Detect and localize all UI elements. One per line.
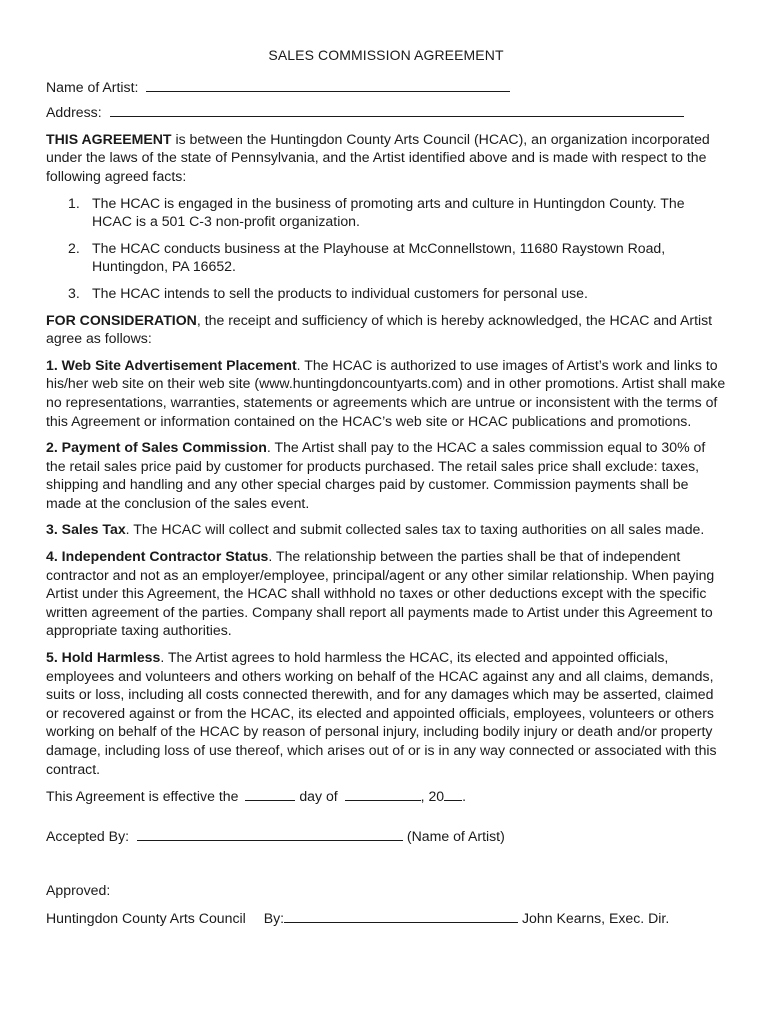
- accepted-signature-blank[interactable]: [137, 826, 403, 841]
- address-blank[interactable]: [110, 102, 684, 117]
- section-heading: 1. Web Site Advertisement Placement: [46, 356, 297, 373]
- accepted-label: Accepted By:: [46, 827, 130, 844]
- artist-name-blank[interactable]: [146, 77, 510, 92]
- section-heading: 5. Hold Harmless: [46, 649, 161, 666]
- list-item: [46, 194, 726, 231]
- artist-name-row: [46, 77, 726, 97]
- effective-month-blank[interactable]: [345, 786, 421, 801]
- fact-number: 3.: [68, 284, 80, 301]
- intro-paragraph: [46, 130, 726, 186]
- effective-year-blank[interactable]: [444, 786, 462, 801]
- section-text: . The Artist agrees to hold harmless the HCAC, its elected and appointed officials, employees and volunteers and others working on behalf of the HCAC against any and all claims, demands, suits or loss, including all costs connected therewith, and for any damages which may be asserted, claimed or recovered against or from the HCAC, its elected and appointed officials, employees, volunteers or others working on behalf of the HCAC by reason of personal injury, including bodily injury or death and/or property damage, including loss of use thereof, which arises out of or is in any way connected or associated with this contract.: [46, 649, 717, 777]
- section-payment: [46, 438, 726, 512]
- approved-by-label: By:: [263, 909, 285, 926]
- consideration-paragraph: [46, 311, 726, 348]
- list-item: [46, 284, 726, 303]
- section-hold-harmless: [46, 648, 726, 778]
- effective-label: This Agreement is effective the: [46, 788, 239, 805]
- section-text: . The HCAC is authorized to use images of Artist’s work and links to his/her web site on their web site (www.huntingdoncountyarts.com) and in other promotions. Artist shall make no representations, warranties, statements or agreements which are untrue or inconsistent with the terms of this Agreement or information contained on the HCAC’s web site or HCAC publications and promotions.: [46, 356, 726, 429]
- approved-signer: John Kearns, Exec. Dir.: [522, 909, 670, 926]
- effective-day-of: day of: [299, 788, 338, 805]
- fact-text: The HCAC intends to sell the products to individual customers for personal use.: [92, 284, 588, 301]
- section-contractor: [46, 547, 726, 640]
- address-label: Address:: [46, 104, 102, 121]
- section-text: . The HCAC will collect and submit collected sales tax to taxing authorities on all sales made.: [125, 521, 705, 538]
- intro-bold: THIS AGREEMENT: [46, 130, 172, 147]
- section-web-site: [46, 356, 726, 430]
- section-heading: 2. Payment of Sales Commission: [46, 439, 267, 456]
- effective-day-blank[interactable]: [245, 786, 295, 801]
- section-heading: 3. Sales Tax: [46, 521, 126, 538]
- approved-org: Huntingdon County Arts Council: [46, 909, 246, 926]
- section-heading: 4. Independent Contractor Status: [46, 548, 269, 565]
- document-title: SALES COMMISSION AGREEMENT: [268, 47, 504, 63]
- fact-text: The HCAC is engaged in the business of promoting arts and culture in Huntingdon County. The HCAC is a 501 C-3 non-profit organization.: [92, 194, 685, 230]
- section-text: . The relationship between the parties shall be that of independent contractor and not as an employer/employee, principal/agent or any other similar relationship. When paying Artist under this Agreement, the HCAC shall withhold no taxes or other deductions except with the specific written agreement of the parties. Company shall report all payments made to Artist under this Agreement to appropriate taxing authorities.: [46, 548, 715, 639]
- approved-label: Approved:: [46, 882, 111, 899]
- artist-name-label: Name of Artist:: [46, 78, 139, 95]
- effective-period: .: [462, 788, 467, 805]
- fact-number: 1.: [68, 194, 80, 211]
- section-text: . The Artist shall pay to the HCAC a sales commission equal to 30% of the retail sales price paid by customer for products purchased. The retail sales price shall exclude: taxes, shipping and handling and any other special charges paid by customer. Commission payments shall be made at the conclusion of the sales event.: [46, 439, 706, 511]
- fact-number: 2.: [68, 239, 80, 256]
- accepted-row: [46, 826, 726, 846]
- facts-list: [46, 194, 726, 303]
- accepted-suffix: (Name of Artist): [406, 827, 505, 844]
- address-row: [46, 102, 726, 122]
- approved-signature-blank[interactable]: [284, 908, 518, 923]
- effective-year-prefix: , 20: [420, 788, 445, 805]
- effective-date-row: [46, 786, 726, 806]
- section-sales-tax: [46, 520, 726, 539]
- agreement-document: [46, 46, 726, 928]
- consideration-bold: FOR CONSIDERATION: [46, 311, 197, 328]
- fact-text: The HCAC conducts business at the Playhouse at McConnellstown, 11680 Raystown Road, Huntingdon, PA 16652.: [92, 239, 666, 275]
- consideration-text: , the receipt and sufficiency of which is hereby acknowledged, the HCAC and Artist agree as follows:: [46, 311, 713, 347]
- intro-text: is between the Huntingdon County Arts Council (HCAC), an organization incorporated under the laws of the state of Pennsylvania, and the Artist identified above and is made with respect to the following agreed facts:: [46, 130, 710, 184]
- approved-row: [46, 908, 726, 928]
- list-item: [46, 239, 726, 276]
